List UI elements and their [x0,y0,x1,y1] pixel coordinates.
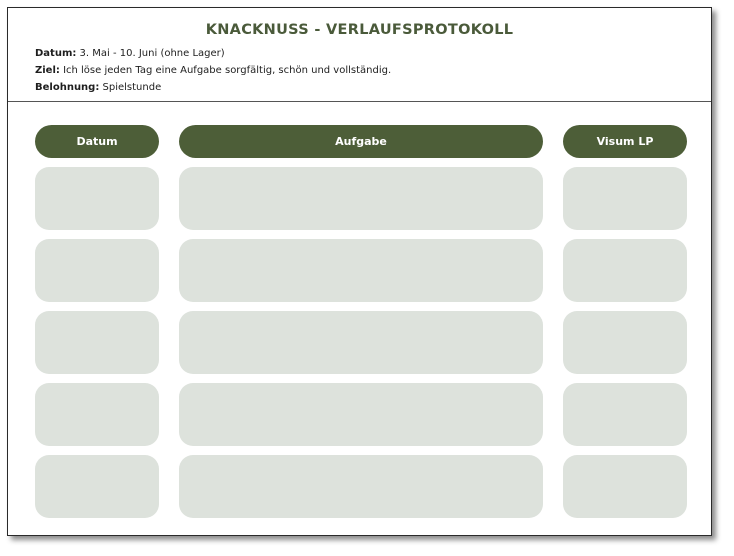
header-divider [8,101,711,102]
datum-label: Datum: [35,48,77,59]
meta-datum [35,48,225,59]
belohnung-label: Belohnung: [35,82,100,93]
column-header-aufgabe: Aufgabe [179,125,543,158]
cell-datum-row-3 [35,311,159,374]
cell-datum-row-1 [35,167,159,230]
datum-value: 3. Mai - 10. Juni (ohne Lager) [76,48,225,59]
column-header-datum: Datum [35,125,159,158]
cell-aufgabe-row-2 [179,239,543,302]
cell-aufgabe-row-3 [179,311,543,374]
ziel-value: Ich löse jeden Tag eine Aufgabe sorgfältig, schön und vollständig. [59,65,392,76]
cell-aufgabe-row-5 [179,455,543,518]
column-header-visum: Visum LP [563,125,687,158]
cell-visum-row-3 [563,311,687,374]
cell-datum-row-5 [35,455,159,518]
cell-aufgabe-row-4 [179,383,543,446]
cell-visum-row-1 [563,167,687,230]
cell-visum-row-5 [563,455,687,518]
cell-datum-row-2 [35,239,159,302]
cell-aufgabe-row-1 [179,167,543,230]
meta-ziel [35,65,391,76]
ziel-label: Ziel: [35,65,60,76]
page-title: KNACKNUSS - VERLAUFSPROTOKOLL [205,22,514,38]
worksheet-page [7,7,712,536]
cell-datum-row-4 [35,383,159,446]
meta-belohnung [35,82,161,93]
belohnung-value: Spielstunde [99,82,162,93]
cell-visum-row-4 [563,383,687,446]
cell-visum-row-2 [563,239,687,302]
